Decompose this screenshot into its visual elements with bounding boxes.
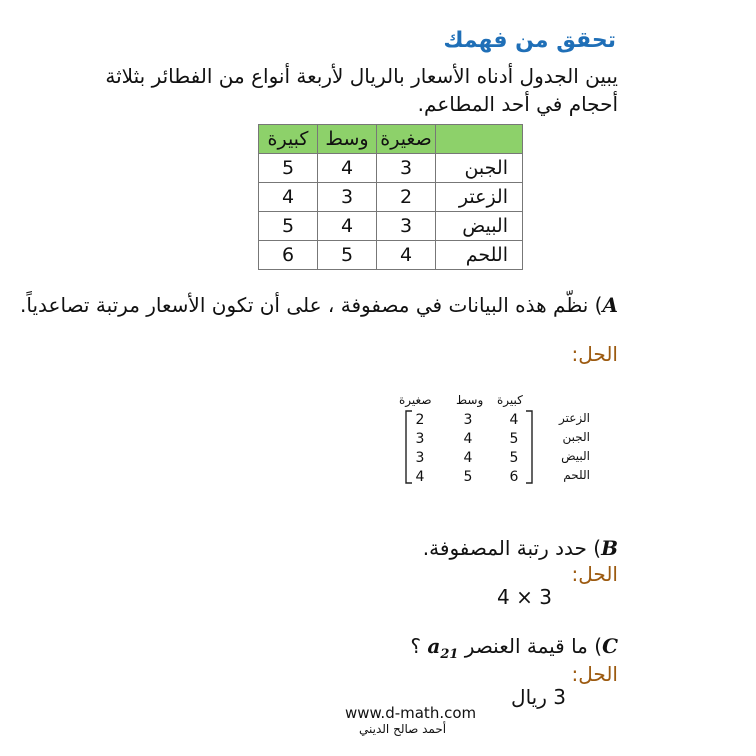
cell-large: 5 [259, 212, 318, 241]
matrix-row [408, 467, 526, 486]
question-b-text: حدد رتبة المصفوفة. [422, 536, 587, 560]
footer-site: www.d-math.com [345, 704, 477, 722]
row-name: اللحم [436, 241, 523, 270]
element-base: a [427, 634, 441, 658]
matrix-row [408, 429, 526, 448]
matrix-header-medium: وسط [456, 393, 484, 407]
cell-small: 3 [377, 154, 436, 183]
solution-label-b: الحل: [571, 562, 618, 586]
question-a-text: نظّم هذه البيانات في مصفوفة ، على أن تكون الأسعار مرتبة تصاعدياً. [20, 293, 589, 317]
matrix-body [408, 410, 526, 486]
header-corner [436, 125, 523, 154]
matrix-element [427, 634, 459, 662]
matrix-row-label: الزعتر [558, 411, 590, 425]
question-a-letter: A [602, 293, 618, 317]
matrix-cell: 4 [463, 449, 473, 466]
matrix-cell: 5 [463, 468, 473, 485]
row-name: الجبن [436, 154, 523, 183]
question-c: C) ما قيمة العنصر $a_{21}$ ؟ [410, 634, 618, 662]
page-title: تحقق من فهمك [443, 28, 616, 53]
table-row [259, 183, 523, 212]
matrix-cell: 3 [463, 411, 473, 428]
matrix-cell: 2 [415, 411, 425, 428]
cell-large: 5 [259, 154, 318, 183]
row-name: البيض [436, 212, 523, 241]
matrix-cell: 5 [509, 449, 519, 466]
matrix-row-label: الجبن [562, 430, 590, 444]
element-subscript: 21 [440, 647, 459, 662]
cell-small: 4 [377, 241, 436, 270]
table-row [259, 241, 523, 270]
header-medium: وسط [318, 125, 377, 154]
matrix-cell: 4 [463, 430, 473, 447]
cell-medium: 4 [318, 154, 377, 183]
question-c-letter: C [602, 634, 618, 658]
question-a: A) نظّم هذه البيانات في مصفوفة ، على أن تكون الأسعار مرتبة تصاعدياً. [20, 293, 618, 317]
solution-label-a: الحل: [571, 342, 618, 366]
matrix-cell: 3 [415, 449, 425, 466]
header-small: صغيرة [377, 125, 436, 154]
footer-author: أحمد صالح الديني [359, 722, 447, 736]
table-row [259, 154, 523, 183]
cell-small: 3 [377, 212, 436, 241]
matrix-cell: 3 [415, 430, 425, 447]
row-name: الزعتر [436, 183, 523, 212]
header-large: كبيرة [259, 125, 318, 154]
table-row [259, 212, 523, 241]
matrix-row [408, 410, 526, 429]
intro-text: يبين الجدول أدناه الأسعار بالريال لأربعة أنواع من الفطائر بثلاثة أحجام في أحد المطاعم. [105, 64, 618, 116]
question-b-letter: B [601, 536, 618, 560]
matrix-header-small: صغيرة [399, 393, 432, 407]
cell-large: 4 [259, 183, 318, 212]
matrix-header-large: كبيرة [497, 393, 523, 407]
cell-small: 2 [377, 183, 436, 212]
prices-table [258, 124, 523, 270]
answer-c: 3 ريال [511, 685, 566, 709]
cell-medium: 5 [318, 241, 377, 270]
matrix-cell: 4 [415, 468, 425, 485]
question-c-text: ما قيمة العنصر [464, 634, 588, 658]
solution-label-c: الحل: [571, 662, 618, 686]
matrix-row [408, 448, 526, 467]
matrix-cell: 5 [509, 430, 519, 447]
cell-large: 6 [259, 241, 318, 270]
matrix-cell: 6 [509, 468, 519, 485]
answer-b: 4 × 3 [497, 585, 552, 609]
cell-medium: 3 [318, 183, 377, 212]
question-c-mark: ؟ [410, 634, 421, 658]
matrix-row-label: اللحم [563, 468, 590, 482]
matrix-row-label: البيض [561, 449, 590, 463]
table-header-row [259, 125, 523, 154]
cell-medium: 4 [318, 212, 377, 241]
question-b: B) حدد رتبة المصفوفة. [422, 536, 618, 560]
matrix-cell: 4 [509, 411, 519, 428]
matrix-row-labels [540, 411, 590, 487]
